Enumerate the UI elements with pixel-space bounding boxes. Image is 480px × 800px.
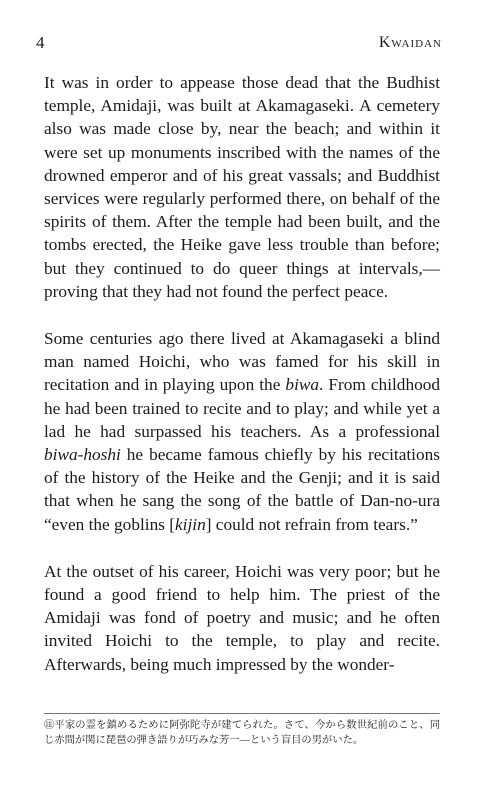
- paragraph-text: ] could not refrain from tears.”: [205, 514, 418, 534]
- italic-term: kijin: [175, 514, 206, 534]
- footnote: ㊟平家の霊を鎮めるために阿弥陀寺が建てられた。さて、今から数世紀前のこと、同じ赤間が関に琵琶の弾き語りが巧みな芳一—という盲目の男がいた。: [44, 720, 440, 746]
- body-text: [44, 71, 440, 676]
- paragraph: [44, 560, 440, 676]
- italic-term: biwa-hoshi: [44, 445, 121, 465]
- footnote-divider: [44, 713, 440, 714]
- italic-term: biwa: [285, 375, 320, 395]
- paragraph: [44, 327, 440, 536]
- paragraph-text: he became famous chiefly by his recitations of the history of the Heike and the Genji; and it is said that when he sang the song of the battle of Dan-no-ura “even the goblins [: [44, 445, 440, 534]
- running-head: Kwaidan: [378, 34, 442, 51]
- paragraph-text: Some centuries ago there lived at Akamagaseki a blind man named Hoichi, who was famed for his skill in recitation and in playing upon the: [44, 329, 440, 395]
- paragraph-text: At the outset of his career, Hoichi was very poor; but he found a good friend to help him. The priest of the Amidaji was fond of poetry and music; and he often invited Hoichi to the temple, to play and recite. Afterwards, being much impressed by the wonder-: [44, 561, 440, 674]
- paragraph-text: . From childhood he had been trained to recite and to play; and while yet a lad he had surpassed his teachers. As a professional: [44, 375, 441, 441]
- paragraph-text: It was in order to appease those dead that the Budhist temple, Amidaji, was built at Akamagaseki. A cemetery also was made close by, near the beach; and within it were set up monuments inscribed with the names of the drowned emperor and of his great vassals; and Buddhist services were regularly performed there, on behalf of the spirits of them. After the temple had been built, and the tombs erected, the Heike gave less trouble than before; but they continued to do queer things at intervals,—proving that they had not found the perfect peace.: [44, 73, 440, 301]
- paragraph: [44, 71, 440, 303]
- page-number: 4: [36, 33, 45, 52]
